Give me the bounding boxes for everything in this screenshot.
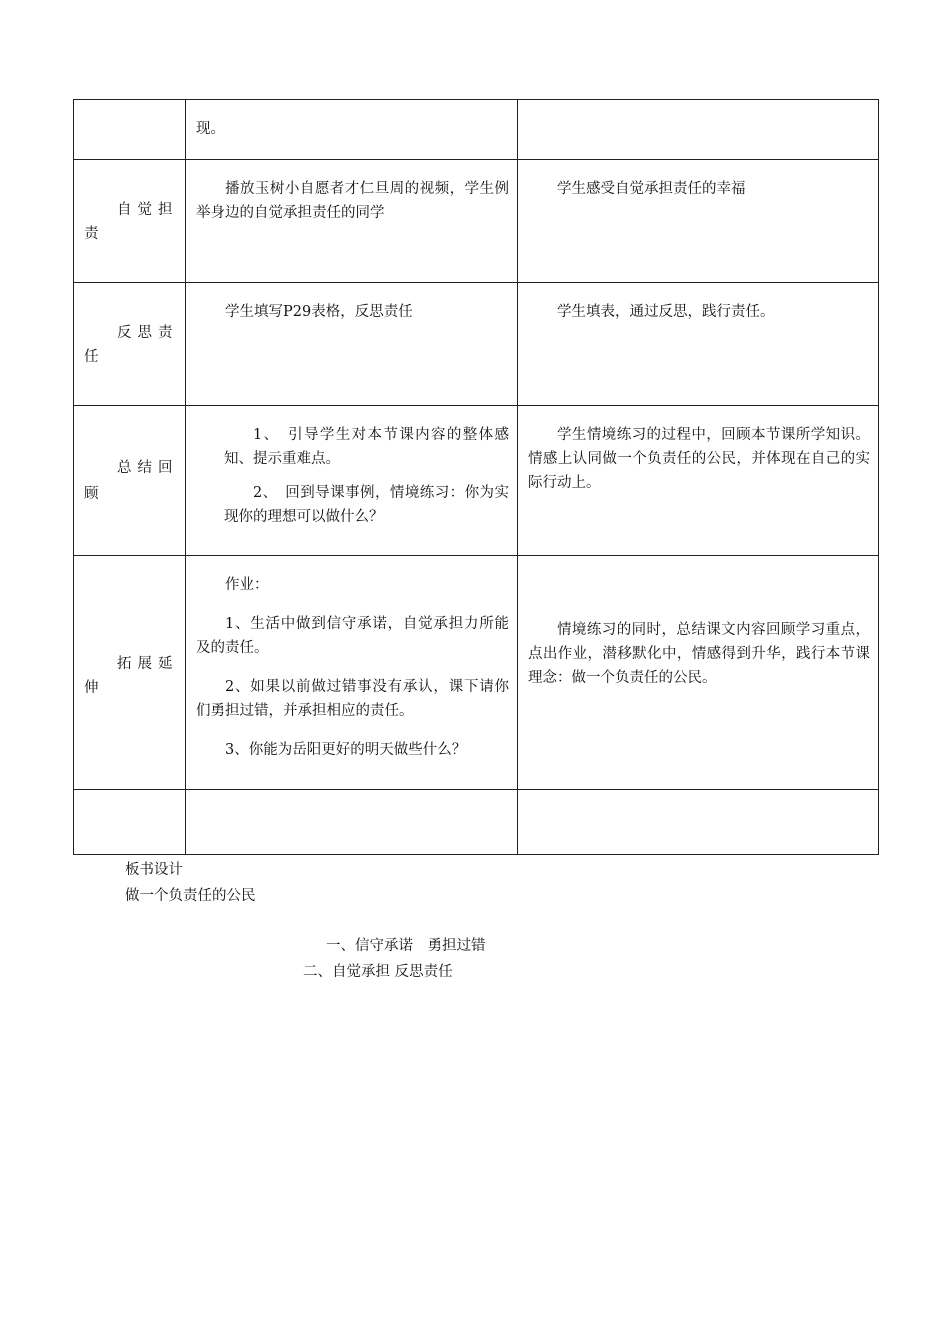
section-cell: [74, 100, 186, 160]
table-row: [74, 160, 879, 283]
lesson-plan-table: [73, 99, 879, 855]
section-cell: [74, 283, 186, 406]
activity-text: 1、 引导学生对本节课内容的整体感知、提示重难点。: [224, 427, 509, 467]
student-cell: [518, 160, 879, 283]
board-title: 做一个负责任的公民: [125, 888, 256, 904]
activity-text: 3、你能为岳阳更好的明天做些什么？: [225, 742, 467, 758]
student-cell: [518, 283, 879, 406]
student-cell: [518, 406, 879, 556]
activity-text: 2、如果以前做过错事没有承认，课下请你们勇担过错，并承担相应的责任。: [196, 679, 509, 719]
activity-text: 学生填写P29表格，反思责任: [225, 304, 413, 320]
table-row: [74, 100, 879, 160]
board-point-2: 二、自觉承担 反思责任: [303, 964, 453, 980]
student-text: 学生情境练习的过程中，回顾本节课所学知识。情感上认同做一个负责任的公民，并体现在自己的实际行动上。: [528, 427, 870, 491]
activity-text: 2、 回到导课事例，情境练习：你为实现你的理想可以做什么？: [224, 485, 509, 525]
section-label: 自觉担: [117, 202, 179, 218]
activity-text: 1、生活中做到信守承诺，自觉承担力所能及的责任。: [196, 616, 509, 656]
section-label-wrap: 伸: [84, 680, 99, 696]
section-cell: [74, 406, 186, 556]
activity-cell: [186, 556, 518, 790]
table-row: [74, 790, 879, 855]
activity-cell: [186, 100, 518, 160]
activity-text: 现。: [196, 121, 225, 137]
student-cell: [518, 790, 879, 855]
board-heading: 板书设计: [125, 862, 183, 878]
student-text: 学生填表，通过反思，践行责任。: [557, 304, 775, 320]
section-label-wrap: 任: [84, 349, 99, 365]
section-label: 总结回: [117, 460, 179, 476]
table-row: [74, 283, 879, 406]
activity-cell: [186, 160, 518, 283]
student-cell: [518, 100, 879, 160]
board-point-1: 一、信守承诺 勇担过错: [326, 938, 486, 954]
section-label-wrap: 责: [84, 226, 99, 242]
activity-text: 播放玉树小自愿者才仁旦周的视频，学生例举身边的自觉承担责任的同学: [196, 181, 509, 221]
student-cell: [518, 556, 879, 790]
student-text: 学生感受自觉承担责任的幸福: [557, 181, 746, 197]
activity-text: 作业：: [225, 577, 269, 593]
table-row: [74, 556, 879, 790]
student-text: 情境练习的同时，总结课文内容回顾学习重点，点出作业，潜移默化中，情感得到升华，践行本节课理念：做一个负责任的公民。: [528, 622, 870, 686]
section-cell: [74, 556, 186, 790]
activity-cell: [186, 790, 518, 855]
section-label-wrap: 顾: [84, 486, 99, 502]
activity-cell: [186, 283, 518, 406]
activity-cell: [186, 406, 518, 556]
section-cell: [74, 790, 186, 855]
section-cell: [74, 160, 186, 283]
section-label: 拓展延: [117, 656, 179, 672]
section-label: 反思责: [117, 325, 179, 341]
table-row: [74, 406, 879, 556]
